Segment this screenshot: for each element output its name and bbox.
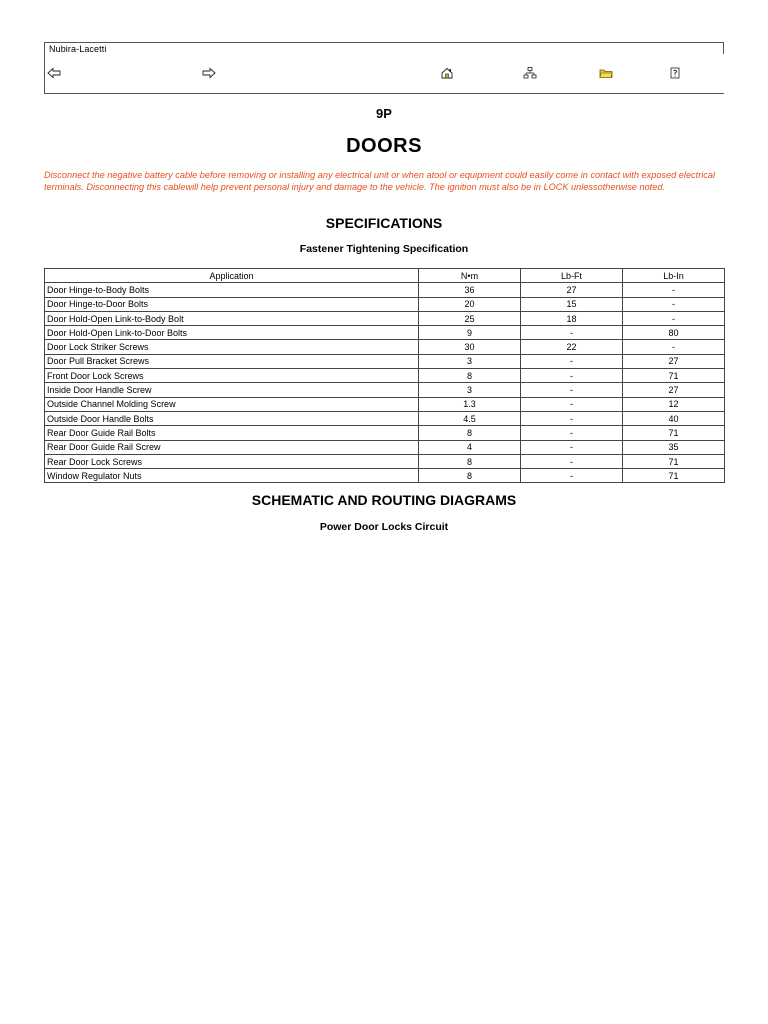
lb-ft-cell: 27 — [521, 283, 623, 297]
help-icon[interactable] — [668, 67, 682, 79]
nm-cell: 4.5 — [419, 411, 521, 425]
document-title: Nubira-Lacetti — [49, 44, 107, 54]
table-row — [45, 340, 725, 354]
table-row — [45, 397, 725, 411]
table-row — [45, 383, 725, 397]
lb-ft-cell: - — [521, 440, 623, 454]
lb-ft-cell: - — [521, 326, 623, 340]
lb-in-cell: 80 — [623, 326, 725, 340]
column-header-nm: N•m — [419, 269, 521, 283]
lb-ft-cell: - — [521, 454, 623, 468]
tree-structure-icon[interactable] — [523, 67, 537, 79]
application-cell: Door Hold-Open Link-to-Door Bolts — [45, 326, 419, 340]
application-cell: Rear Door Guide Rail Screw — [45, 440, 419, 454]
table-row — [45, 469, 725, 483]
application-cell: Front Door Lock Screws — [45, 369, 419, 383]
application-cell: Outside Door Handle Bolts — [45, 411, 419, 425]
lb-in-cell: 12 — [623, 397, 725, 411]
lb-in-cell: - — [623, 340, 725, 354]
fastener-spec-table — [44, 268, 725, 483]
application-cell: Door Hinge-to-Door Bolts — [45, 297, 419, 311]
table-row — [45, 369, 725, 383]
application-cell: Outside Channel Molding Screw — [45, 397, 419, 411]
specifications-heading: SPECIFICATIONS — [325, 215, 443, 231]
table-row — [45, 326, 725, 340]
table-row — [45, 411, 725, 425]
table-row — [45, 426, 725, 440]
nm-cell: 30 — [419, 340, 521, 354]
column-header-lb-ft: Lb-Ft — [521, 269, 623, 283]
lb-ft-cell: - — [521, 383, 623, 397]
application-cell: Inside Door Handle Screw — [45, 383, 419, 397]
table-row — [45, 454, 725, 468]
lb-ft-cell: - — [521, 369, 623, 383]
table-row — [45, 311, 725, 325]
lb-in-cell: 71 — [623, 454, 725, 468]
nm-cell: 3 — [419, 354, 521, 368]
lb-ft-cell: - — [521, 397, 623, 411]
table-row — [45, 440, 725, 454]
safety-warning: Disconnect the negative battery cable before removing or installing any electrical unit or when atool or equipment could easily come in contact with exposed electrical terminals. Disconnecting this cablewill help prevent personal injury and damage to the vehicle. The ignition must also be in LOCK unlessotherwise noted. — [44, 170, 716, 192]
lb-ft-cell: 22 — [521, 340, 623, 354]
lb-in-cell: 40 — [623, 411, 725, 425]
lb-in-cell: - — [623, 283, 725, 297]
lb-in-cell: 71 — [623, 426, 725, 440]
lb-in-cell: 71 — [623, 369, 725, 383]
application-cell: Rear Door Lock Screws — [45, 454, 419, 468]
nm-cell: 4 — [419, 440, 521, 454]
nm-cell: 1.3 — [419, 397, 521, 411]
column-header-application: Application — [45, 269, 419, 283]
table-header-row — [45, 269, 725, 283]
lb-ft-cell: - — [521, 411, 623, 425]
forward-arrow-icon[interactable] — [202, 67, 216, 79]
lb-in-cell: - — [623, 311, 725, 325]
nm-cell: 25 — [419, 311, 521, 325]
page-title: DOORS — [346, 135, 422, 157]
nm-cell: 8 — [419, 454, 521, 468]
application-cell: Door Hinge-to-Body Bolts — [45, 283, 419, 297]
table-row — [45, 283, 725, 297]
power-door-locks-subheading: Power Door Locks Circuit — [319, 521, 449, 533]
nm-cell: 8 — [419, 426, 521, 440]
lb-in-cell: 71 — [623, 469, 725, 483]
lb-ft-cell: 15 — [521, 297, 623, 311]
lb-in-cell: 27 — [623, 383, 725, 397]
column-header-lb-in: Lb-In — [623, 269, 725, 283]
table-row — [45, 297, 725, 311]
lb-ft-cell: - — [521, 426, 623, 440]
fastener-spec-subheading: Fastener Tightening Specification — [299, 243, 469, 255]
nm-cell: 8 — [419, 469, 521, 483]
lb-ft-cell: - — [521, 354, 623, 368]
nm-cell: 9 — [419, 326, 521, 340]
lb-ft-cell: - — [521, 469, 623, 483]
application-cell: Window Regulator Nuts — [45, 469, 419, 483]
schematic-heading: SCHEMATIC AND ROUTING DIAGRAMS — [251, 492, 517, 508]
nm-cell: 36 — [419, 283, 521, 297]
back-arrow-icon[interactable] — [47, 67, 61, 79]
folder-icon[interactable] — [599, 67, 613, 79]
nm-cell: 3 — [419, 383, 521, 397]
lb-ft-cell: 18 — [521, 311, 623, 325]
table-row — [45, 354, 725, 368]
lb-in-cell: - — [623, 297, 725, 311]
nm-cell: 8 — [419, 369, 521, 383]
home-icon[interactable] — [440, 67, 454, 79]
application-cell: Door Pull Bracket Screws — [45, 354, 419, 368]
chapter-code: 9P — [376, 106, 392, 121]
navigation-bar — [44, 42, 724, 94]
application-cell: Door Lock Striker Screws — [45, 340, 419, 354]
application-cell: Door Hold-Open Link-to-Body Bolt — [45, 311, 419, 325]
nm-cell: 20 — [419, 297, 521, 311]
lb-in-cell: 35 — [623, 440, 725, 454]
lb-in-cell: 27 — [623, 354, 725, 368]
application-cell: Rear Door Guide Rail Bolts — [45, 426, 419, 440]
